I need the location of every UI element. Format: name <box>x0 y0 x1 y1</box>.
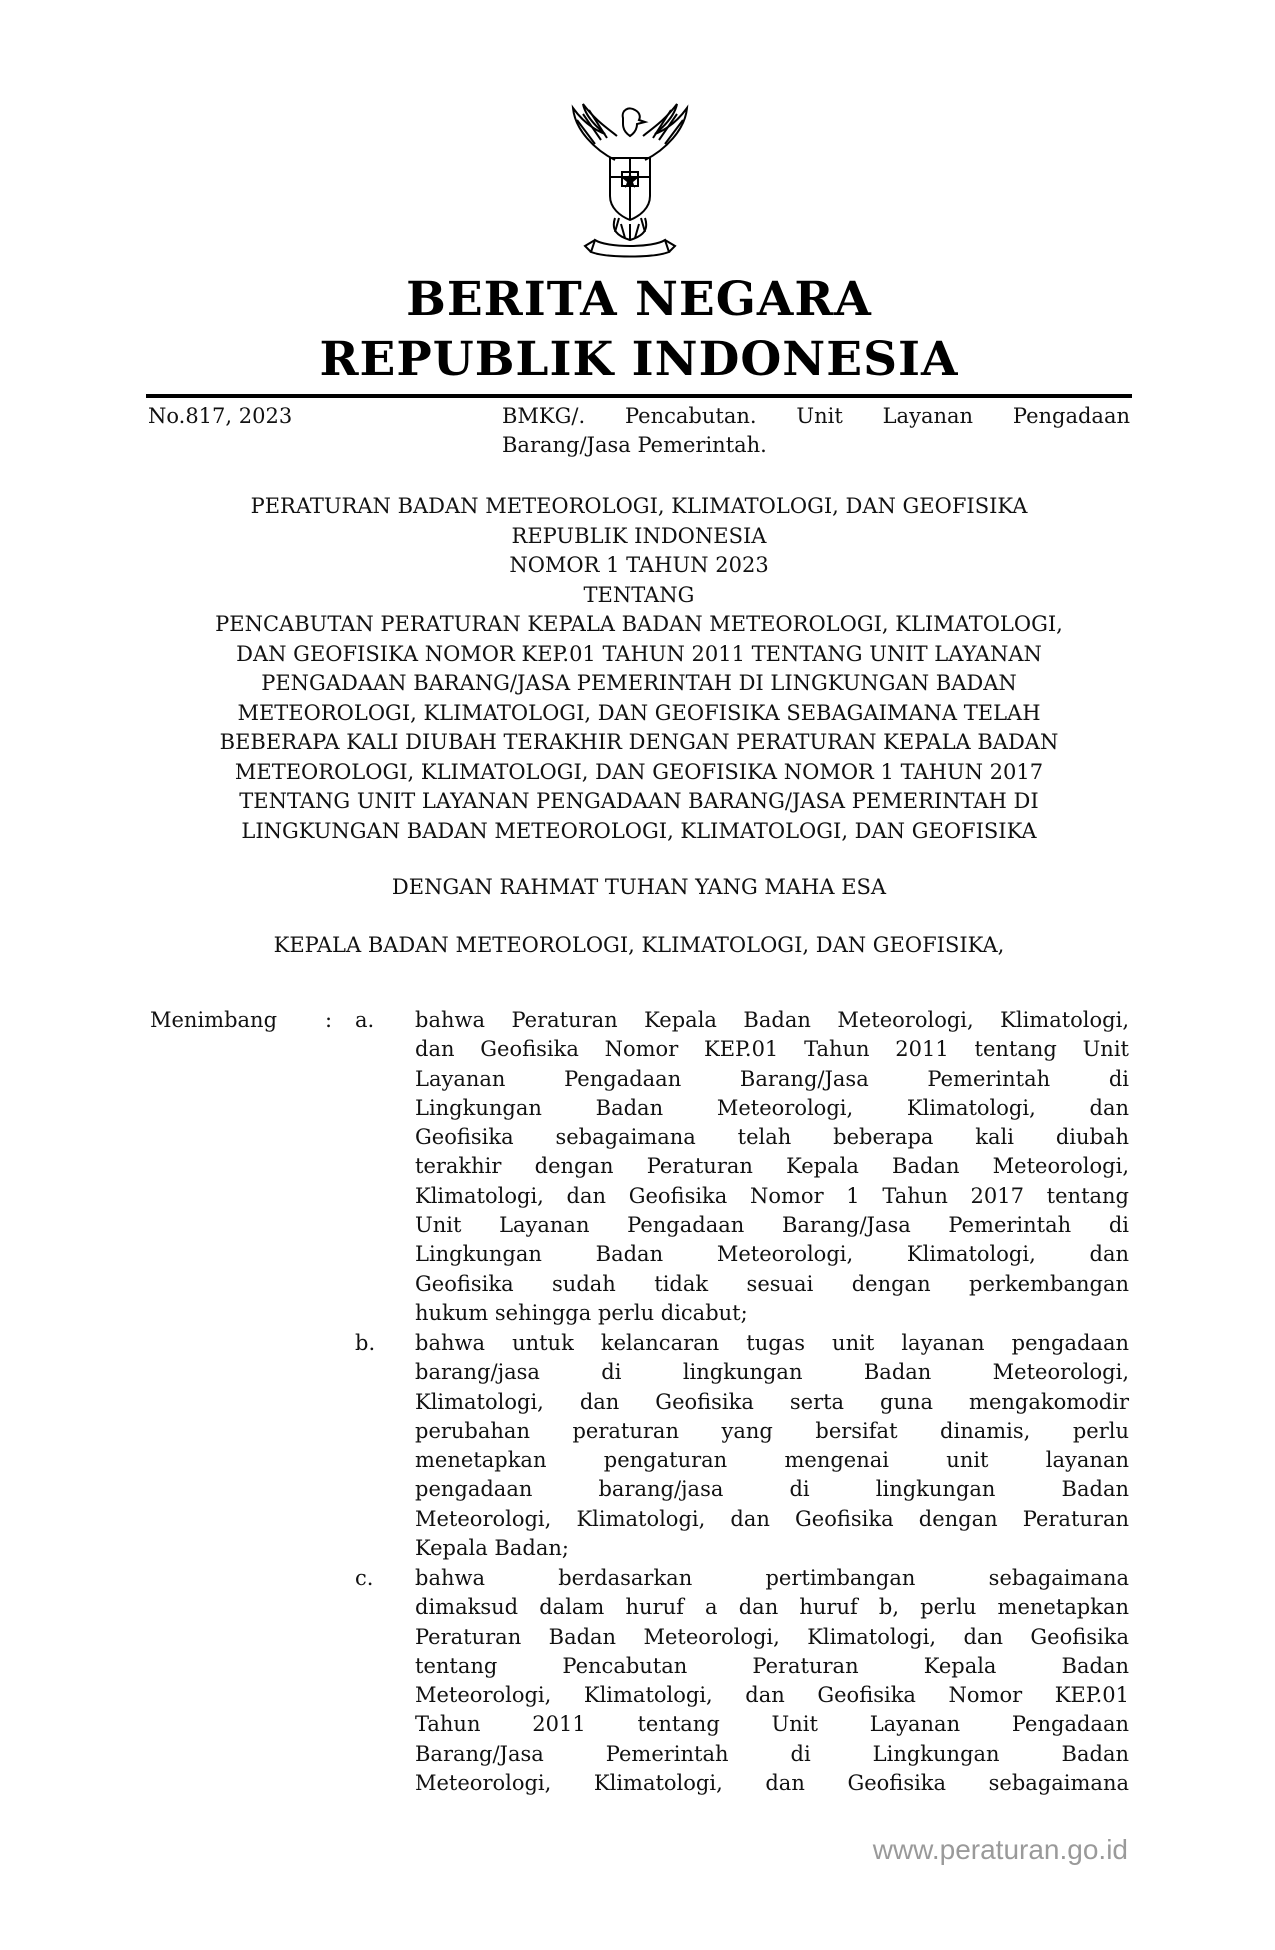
item-line: terakhir dengan Peraturan Kepala Badan Meteorologi, <box>415 1154 1129 1179</box>
item-line: dan Geofisika Nomor KEP.01 Tahun 2011 tentang Unit <box>415 1037 1129 1062</box>
item-line: Barang/Jasa Pemerintah di Lingkungan Badan <box>415 1741 1129 1766</box>
menimbang-label: Menimbang <box>150 1008 278 1032</box>
regulation-title-line: PENGADAAN BARANG/JASA PEMERINTAH DI LINGKUNGAN BADAN <box>261 671 1017 695</box>
regulation-title-line: TENTANG UNIT LAYANAN PENGADAAN BARANG/JASA PEMERINTAH DI <box>239 789 1039 813</box>
regulation-title-line: DAN GEOFISIKA NOMOR KEP.01 TAHUN 2011 TENTANG UNIT LAYANAN <box>236 641 1042 666</box>
item-line: barang/jasa di lingkungan Badan Meteorologi, <box>415 1360 1129 1385</box>
menimbang-item-a <box>415 1006 1129 1328</box>
regulation-title-line: METEOROLOGI, KLIMATOLOGI, DAN GEOFISIKA NOMOR 1 TAHUN 2017 <box>234 759 1044 784</box>
item-line: Meteorologi, Klimatologi, dan Geofisika Nomor KEP.01 <box>415 1683 1129 1708</box>
gazette-number: No.817, 2023 <box>148 404 293 428</box>
item-line: Lingkungan Badan Meteorologi, Klimatologi, dan <box>415 1095 1129 1120</box>
footer-url[interactable]: www.peraturan.go.id <box>872 1834 1128 1865</box>
item-line: Geofisika sebagaimana telah beberapa kali diubah <box>415 1125 1129 1150</box>
item-line: bahwa untuk kelancaran tugas unit layanan pengadaan <box>415 1331 1129 1355</box>
item-line: bahwa berdasarkan pertimbangan sebagaimana <box>415 1566 1129 1590</box>
regulation-title-line: METEOROLOGI, KLIMATOLOGI, DAN GEOFISIKA SEBAGAIMANA TELAH <box>237 700 1041 725</box>
item-line: Layanan Pengadaan Barang/Jasa Pemerintah di <box>415 1066 1129 1091</box>
item-line: pengadaan barang/jasa di lingkungan Badan <box>415 1477 1129 1502</box>
gazette-subject: BMKG/. Pencabutan. Unit Layanan Pengadaan Barang/Jasa Pemerintah. <box>502 404 1130 457</box>
rahmat-line: DENGAN RAHMAT TUHAN YANG MAHA ESA <box>391 875 887 899</box>
item-line: menetapkan pengaturan mengenai unit layanan <box>415 1448 1129 1473</box>
menimbang-item-c <box>415 1564 1129 1798</box>
regulation-title-line: TENTANG <box>583 582 695 607</box>
item-line: Meteorologi, Klimatologi, dan Geofisika sebagaimana <box>415 1771 1129 1796</box>
item-line: Tahun 2011 tentang Unit Layanan Pengadaan <box>415 1712 1129 1737</box>
item-marker: c. <box>355 1566 374 1590</box>
item-line: tentang Pencabutan Peraturan Kepala Badan <box>415 1653 1129 1678</box>
item-line: hukum sehingga perlu dicabut; <box>415 1300 748 1325</box>
item-line: Meteorologi, Klimatologi, dan Geofisika dengan Peraturan <box>415 1506 1129 1531</box>
item-line: Lingkungan Badan Meteorologi, Klimatologi, dan <box>415 1242 1129 1267</box>
item-line: Peraturan Badan Meteorologi, Klimatologi, dan Geofisika <box>415 1624 1129 1649</box>
item-line: bahwa Peraturan Kepala Badan Meteorologi, Klimatologi, <box>415 1008 1129 1032</box>
item-line: perubahan peraturan yang bersifat dinamis, perlu <box>415 1418 1129 1443</box>
regulation-title-line: PERATURAN BADAN METEOROLOGI, KLIMATOLOGI, DAN GEOFISIKA <box>250 494 1028 518</box>
item-line: dimaksud dalam huruf a dan huruf b, perlu menetapkan <box>415 1595 1129 1620</box>
menimbang-item-b <box>415 1329 1129 1563</box>
menimbang-colon: : <box>325 1008 333 1032</box>
regulation-title-line: NOMOR 1 TAHUN 2023 <box>509 553 769 577</box>
garuda-emblem-icon <box>555 100 705 260</box>
regulation-title-line: BEBERAPA KALI DIUBAH TERAKHIR DENGAN PERATURAN KEPALA BADAN <box>219 730 1059 754</box>
masthead-title: BERITA NEGARA <box>406 272 872 327</box>
item-marker: a. <box>355 1008 375 1032</box>
masthead-divider <box>146 394 1132 398</box>
item-line: Unit Layanan Pengadaan Barang/Jasa Pemerintah di <box>415 1213 1129 1238</box>
masthead-subtitle: REPUBLIK INDONESIA <box>319 332 959 387</box>
item-line: Klimatologi, dan Geofisika Nomor 1 Tahun 2017 tentang <box>415 1183 1129 1208</box>
item-line: Kepala Badan; <box>415 1536 569 1561</box>
kepala-line: KEPALA BADAN METEOROLOGI, KLIMATOLOGI, DAN GEOFISIKA, <box>273 933 1005 957</box>
regulation-title-line: REPUBLIK INDONESIA <box>511 523 767 548</box>
regulation-title-line: LINGKUNGAN BADAN METEOROLOGI, KLIMATOLOGI, DAN GEOFISIKA <box>241 818 1037 843</box>
item-marker: b. <box>355 1331 376 1355</box>
item-line: Klimatologi, dan Geofisika serta guna mengakomodir <box>415 1389 1129 1414</box>
regulation-title-line: PENCABUTAN PERATURAN KEPALA BADAN METEOROLOGI, KLIMATOLOGI, <box>215 612 1063 636</box>
item-line: Geofisika sudah tidak sesuai dengan perkembangan <box>415 1271 1129 1296</box>
